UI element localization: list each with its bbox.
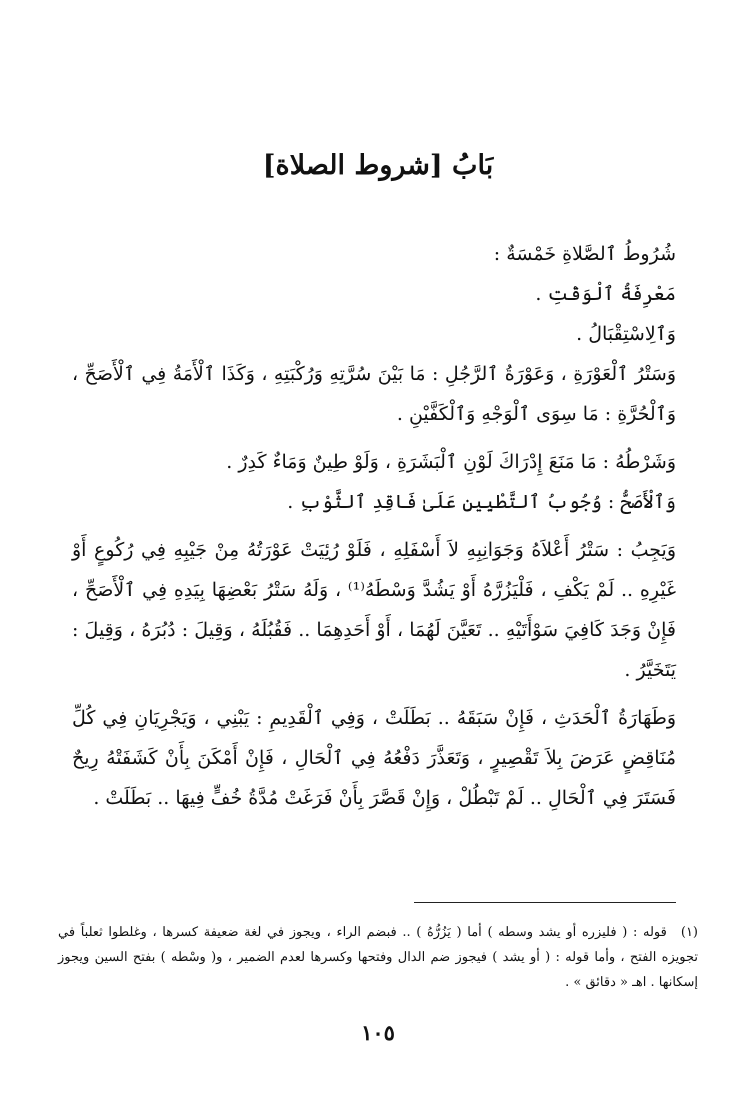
- paragraph-awrah: وَسَتْرُ ٱلْعَوْرَةِ ، وَعَوْرَةُ ٱلرَّجُلِ : مَا بَيْنَ سُرَّتِهِ وَرُكْبَتِهِ ، وَكَذَا ٱلْأَمَةُ فِي ٱلْأَصَحِّ ، وَٱلْحُرَّةِ : مَا سِوَى ٱلْوَجْهِ وَٱلْكَفَّيْنِ .: [72, 363, 676, 425]
- paragraph-covering-details: وَيَجِبُ : سَتْرُ أَعْلاَهُ وَجَوَانِبِهِ لاَ أَسْفَلِهِ ، فَلَوْ رُئِيَتْ عَوْرَتُهُ مِنْ جَيْبِهِ فِي رُكُوعٍ أَوْ غَيْرِهِ .. لَمْ يَكْفِ ، فَلْيَزُرَّهُ أَوْ يَشُدَّ وَسْطَهُ⁽¹⁾ ، وَلَهُ سَتْرُ بَعْضِهَا بِيَدِهِ فِي ٱلْأَصَحِّ ، فَإِنْ وَجَدَ كَافِيَ سَوْأَتَيْهِ .. تَعَيَّنَ لَهُمَا ، أَوْ أَحَدِهِمَا .. فَقُبُلَهُ ، وَقِيلَ : دُبُرَهُ ، وَقِيلَ : يَتَخَيَّرُ .: [72, 539, 676, 681]
- main-text: [72, 234, 676, 818]
- paragraph-qibla: وَٱلِاسْتِقْبَالُ .: [576, 323, 676, 345]
- footnote-number: (١): [680, 925, 698, 940]
- footnote-separator: [414, 902, 676, 903]
- footnote-text: قوله : ( فليزره أو يشد وسطه ) أما ( يَزُرُّهُ ) .. فبضم الراء ، ويجوز في لغة ضعيفة كسرها ، وغلطوا ثعلباً في تجويزه الفتح ، وأما قوله : ( أو يشد ) فيجوز ضم الدال وفتحها وكسرها لعدم الضمير ، و( وسْطه ) بفتح السين ويجوز إسكانها . اهـ « دقائق » .: [58, 925, 698, 990]
- paragraph-time: مَعْرِفَةُ ٱلْوَقْتِ .: [535, 283, 676, 305]
- paragraph-mud-covering: وَٱلْأَصَحُّ : وُجُوبُ ٱلتَّطْيِينِ عَلَىٰ فَاقِدِ ٱلثَّوْبِ .: [287, 491, 676, 513]
- paragraph-cover-condition: وَشَرْطُهُ : مَا مَنَعَ إِدْرَاكَ لَوْنِ ٱلْبَشَرَةِ ، وَلَوْ طِينٌ وَمَاءٌ كَدِرٌ .: [226, 451, 676, 473]
- footnote: [58, 920, 698, 995]
- page-number: ١٠٥: [361, 1020, 395, 1045]
- paragraph-conditions-intro: شُرُوطُ ٱلصَّلاةِ خَمْسَةٌ :: [493, 243, 676, 265]
- paragraph-purity: وَطَهَارَةُ ٱلْحَدَثِ ، فَإِنْ سَبَقَهُ .. بَطَلَتْ ، وَفِي ٱلْقَدِيمِ : يَبْنِي ، وَيَجْرِيَانِ فِي كُلِّ مُنَاقِضٍ عَرَضَ بِلاَ تَقْصِيرٍ ، وَتَعَذَّرَ دَفْعُهُ فِي ٱلْحَالِ ، فَإِنْ أَمْكَنَ بِأَنْ كَشَفَتْهُ رِيحٌ فَسَتَرَ فِي ٱلْحَالِ .. لَمْ تَبْطُلْ ، وَإِنْ قَصَّرَ بِأَنْ فَرَغَتْ مُدَّةُ خُفٍّ فِيهَا .. بَطَلَتْ .: [72, 707, 676, 809]
- chapter-heading: بَابُ [شروط الصلاة]: [262, 150, 494, 181]
